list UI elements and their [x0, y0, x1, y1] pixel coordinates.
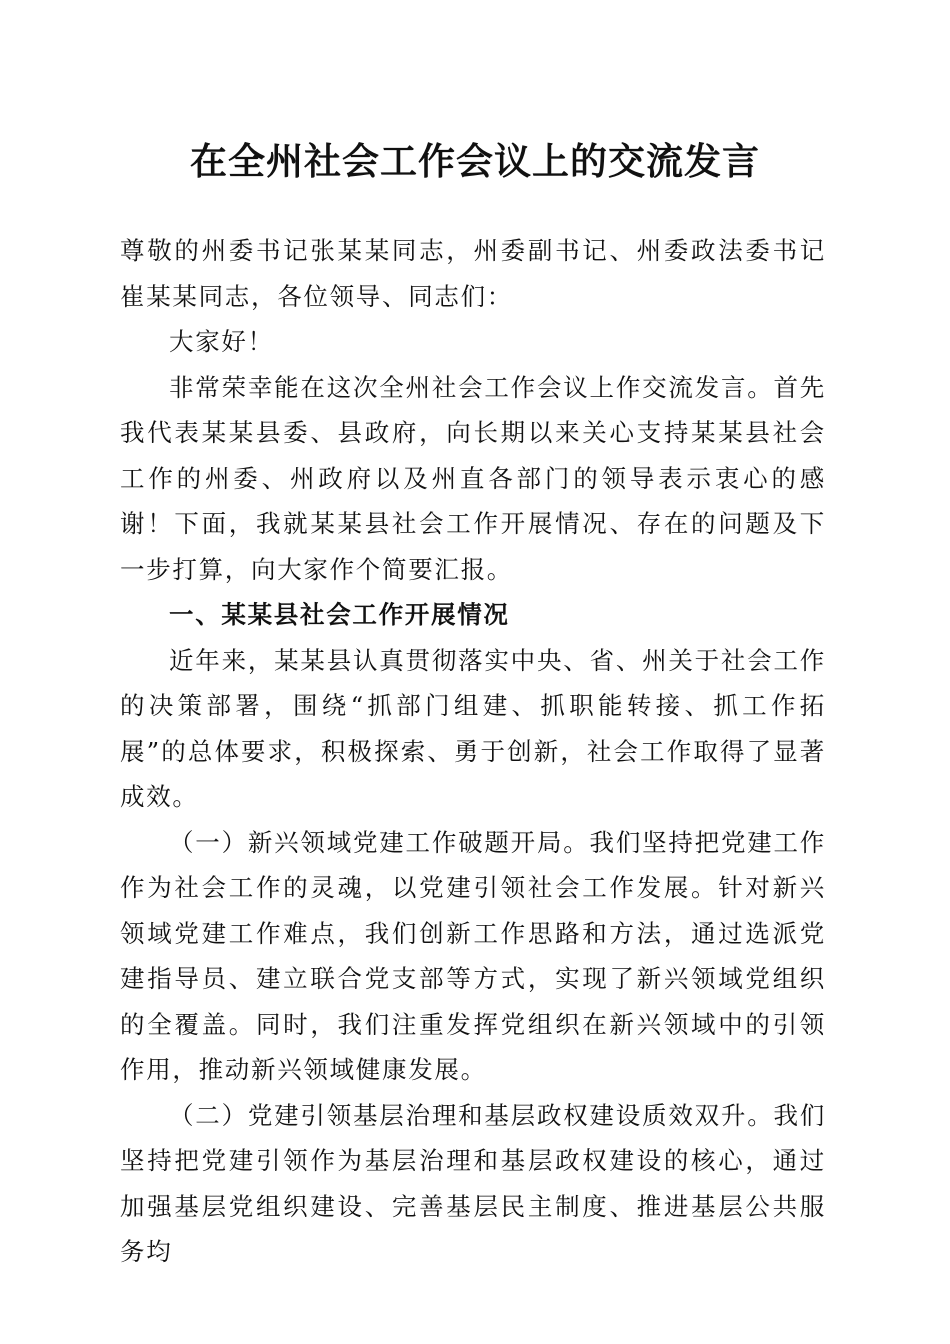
subsection-1-paragraph	[120, 820, 826, 1093]
document-title: 在全州社会工作会议上的交流发言	[190, 139, 760, 183]
subsection-2-paragraph	[120, 1093, 826, 1275]
section-1-intro-paragraph: 近年来，某某县认真贯彻落实中央、省、州关于社会工作的决策部署，围绕“抓部门组建、抓职能转接、抓工作拓展”的总体要求，积极探索、勇于创新，社会工作取得了显著成效。	[120, 645, 826, 811]
intro-paragraph: 非常荣幸能在这次全州社会工作会议上作交流发言。首先我代表某某县委、县政府，向长期以来关心支持某某县社会工作的州委、州政府以及州直各部门的领导表示衷心的感谢！下面，我就某某县社会工作开展情况、存在的问题及下一步打算，向大家作个简要汇报。	[120, 372, 826, 584]
section-heading-1: 一、某某县社会工作开展情况	[169, 600, 510, 629]
subsection-1-text: 我们坚持把党建工作作为社会工作的灵魂，以党建引领社会工作发展。针对新兴领域党建工作难点，我们创新工作思路和方法，通过选派党建指导员、建立联合党支部等方式，实现了新兴领域党组织的全覆盖。同时，我们注重发挥党组织在新兴领域中的引领作用，推动新兴领域健康发展。	[120, 827, 826, 1084]
subsection-1-heading: （一）新兴领域党建工作破题开局。	[169, 827, 590, 857]
subsection-2-text: 我们坚持把党建引领作为基层治理和基层政权建设的核心，通过加强基层党组织建设、完善基层民主制度、推进基层公共服务均	[120, 1100, 826, 1266]
subsection-2-heading: （二）党建引领基层治理和基层政权建设质效双升。	[169, 1100, 774, 1130]
salutation: 尊敬的州委书记张某某同志，州委副书记、州委政法委书记崔某某同志，各位领导、同志们：	[120, 236, 826, 311]
greeting: 大家好！	[169, 327, 274, 356]
document-body	[120, 228, 826, 1275]
